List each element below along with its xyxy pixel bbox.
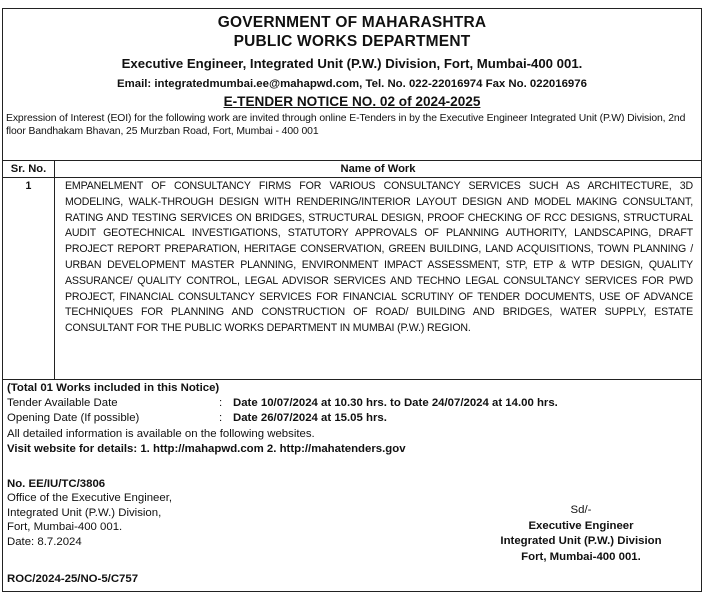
office-unit: Integrated Unit (P.W.) Division, <box>7 506 162 519</box>
office-name: Office of the Executive Engineer, <box>7 492 173 505</box>
available-date-label: Tender Available Date <box>7 397 118 410</box>
table-row <box>3 178 702 380</box>
intro-text: Expression of Interest (EOI) for the following work are invited through online E-Tenders in by the Executive Engineer Integrated Unit (P.W) Division, 2nd floor Bandhakam Bhavan, 25 Murzban Road, Fort, Mumbai - 400 001 <box>6 113 686 137</box>
signatory-unit: Integrated Unit (P.W.) Division <box>500 535 662 547</box>
column-header-name-of-work: Name of Work <box>55 161 702 178</box>
signed-mark: Sd/- <box>570 504 592 516</box>
roc-number: ROC/2024-25/NO-5/C757 <box>7 573 139 585</box>
opening-date-value: Date 26/07/2024 at 15.05 hrs. <box>233 412 387 425</box>
opening-date-colon: : <box>219 412 223 425</box>
info-text: All detailed information is available on the following websites. <box>7 427 315 440</box>
tender-details <box>7 381 697 457</box>
opening-date-row <box>7 411 697 426</box>
signature-block <box>467 503 695 565</box>
works-table <box>2 160 702 380</box>
notice-date: Date: 8.7.2024 <box>7 535 82 548</box>
available-date-colon: : <box>219 397 223 410</box>
tender-notice <box>2 8 702 592</box>
total-works: (Total 01 Works included in this Notice) <box>7 382 220 394</box>
available-date-value: Date 10/07/2024 at 10.30 hrs. to Date 24/07/2024 at 14.00 hrs. <box>233 397 558 410</box>
office-location: Fort, Mumbai-400 001. <box>7 521 123 534</box>
government-title: GOVERNMENT OF MAHARASHTRA <box>217 14 487 31</box>
office-block <box>7 477 172 549</box>
signatory-location: Fort, Mumbai-400 001. <box>521 550 641 563</box>
website-text: Visit website for details: 1. http://mahapwd.com 2. http://mahatenders.gov <box>7 442 406 455</box>
opening-date-label: Opening Date (If possible) <box>7 412 140 425</box>
work-description-cell: EMPANELMENT OF CONSULTANCY FIRMS FOR VARIOUS CONSULTANCY SERVICES SUCH AS ARCHITECTURE, 3D MODELING, WALK-THROUGH DESIGN WITH RENDERING/INTERIOR LAYOUT DESIGN AND MODEL MAKING CONSULTANT, RATING AND TESTING SERVICES ON BRIDGES, STRUCTURAL DESIGN, PROOF CHECKING OF RCC DESIGNS, STRUCTURAL AUDIT GEOTECHNICAL INVESTIGATIONS, STATUTORY APPROVALS OF PLANNING AUTHORITY, LANDSCAPING, DRAFT PROJECT REPORT PREPARATION, HERITAGE CONSERVATION, GREEN BUILDING, LAND ACQUISITIONS, TOWN PLANNING / URBAN DEVELOPMENT MASTER PLANNING, ENVIRONMENT IMPACT ASSESSMENT, STP, ETP & WTP DESIGN, QUALITY ASSURANCE/ QUALITY CONTROL, LEGAL ADVISOR SERVICES AND TECHNO LEGAL CONSULTANCY SERVICES FOR PWD PROJECT, FINANCIAL CONSULTANCY SERVICES FOR FINANCIAL SCRUTINY OF TENDER DOCUMENTS, USE OF ADVANCE TECHNIQUES FOR PLANNING AND CONSTRUCTION OF ROAD/ BUILDING AND BRIDGES, WATER SUPPLY, ESTATE CONSULTANT FOR THE PUBLIC WORKS DEPARTMENT IN MUMBAI (P.W.) REGION. <box>55 178 702 380</box>
office-address: Executive Engineer, Integrated Unit (P.W.) Division, Fort, Mumbai-400 001. <box>121 56 583 71</box>
column-header-sr-no: Sr. No. <box>3 161 55 178</box>
department-title: PUBLIC WORKS DEPARTMENT <box>233 33 471 50</box>
table-header-row <box>3 161 702 178</box>
contact-line: Email: integratedmumbai.ee@mahapwd.com, Tel. No. 022-22016974 Fax No. 022016976 <box>117 78 587 90</box>
sr-no-cell: 1 <box>3 178 55 380</box>
signatory-title: Executive Engineer <box>528 519 634 532</box>
notice-header <box>3 9 701 111</box>
reference-number: No. EE/IU/TC/3806 <box>7 478 106 490</box>
notice-number: E-TENDER NOTICE NO. 02 of 2024-2025 <box>223 94 481 109</box>
available-date-row <box>7 396 697 411</box>
